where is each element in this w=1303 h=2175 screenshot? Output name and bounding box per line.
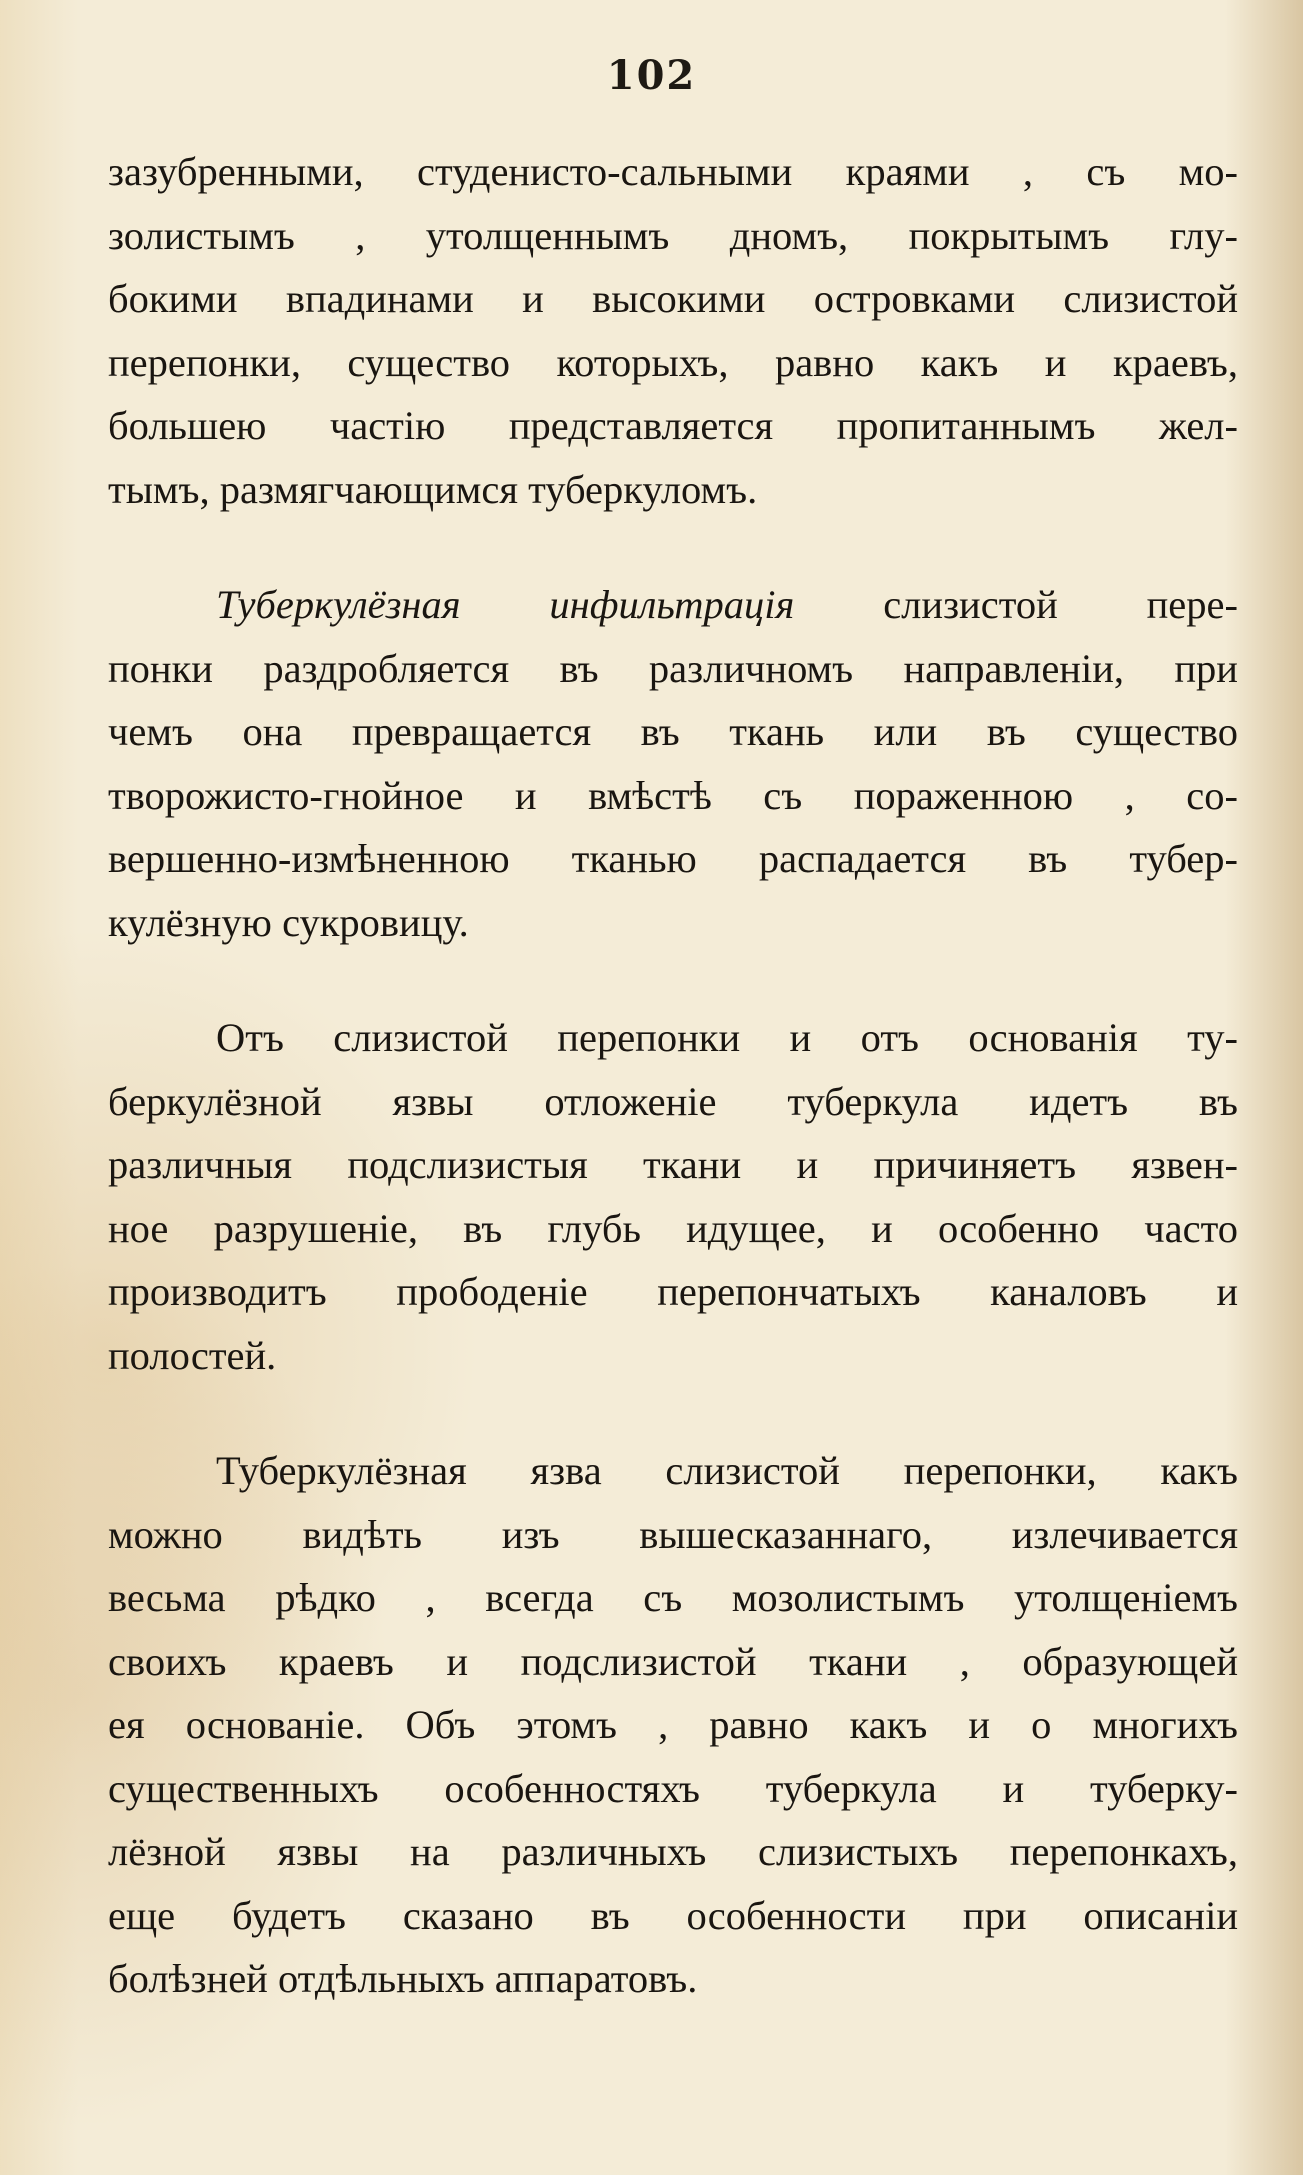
text-line: лёзной язвы на различныхъ слизистыхъ перепонкахъ, — [108, 1829, 1238, 1874]
paragraph-4 — [108, 1439, 1238, 2011]
text-line: понки раздробляется въ различномъ направленіи, при — [108, 645, 1238, 691]
text-line: Отъ слизистой перепонки и отъ основанія ту- — [216, 1015, 1238, 1060]
text-line: тымъ, размягчающимся туберкуломъ. — [108, 466, 758, 512]
text-line: чемъ она превращается въ ткань или въ существо — [108, 709, 1238, 754]
paragraph-1 — [108, 140, 1238, 521]
body-text — [108, 140, 1238, 2011]
text-line: можно видѣть изъ вышесказаннаго, излечивается — [108, 1511, 1238, 1557]
text-line — [108, 573, 1238, 637]
text-line: еще будетъ сказано въ особенности при описаніи — [108, 1892, 1238, 1938]
paragraph-3 — [108, 1006, 1238, 1387]
text-line: Туберкулёзная язва слизистой перепонки, какъ — [216, 1448, 1238, 1493]
text-line: творожисто-гнойное и вмѣстѣ съ пораженною , со- — [108, 772, 1238, 818]
italic-term: Туберкулёзная инфильтрація — [216, 582, 795, 627]
text-line: вершенно-измѣненною тканью распадается въ тубер- — [108, 836, 1238, 881]
text-line: бокими впадинами и высокими островками слизистой — [108, 276, 1238, 321]
text-line: существенныхъ особенностяхъ туберкула и туберку- — [108, 1765, 1238, 1811]
text-line: различныя подслизистыя ткани и причиняетъ язвен- — [108, 1142, 1238, 1187]
text-line: весьма рѣдко , всегда съ мозолистымъ утолщеніемъ — [108, 1575, 1238, 1620]
text-line: золистымъ , утолщеннымъ дномъ, покрытымъ глу- — [108, 212, 1238, 258]
text-line: беркулёзной язвы отложеніе туберкула идетъ въ — [108, 1078, 1238, 1124]
text-line: ея основаніе. Объ этомъ , равно какъ и о многихъ — [108, 1702, 1238, 1747]
text-line: ное разрушеніе, въ глубь идущее, и особенно часто — [108, 1205, 1238, 1251]
text-line: болѣзней отдѣльныхъ аппаратовъ. — [108, 1956, 698, 2001]
paragraph-2 — [108, 573, 1238, 954]
text-fragment: слизистой пере- — [794, 582, 1238, 627]
text-line: перепонки, существо которыхъ, равно какъ и краевъ, — [108, 339, 1238, 385]
text-line: полостей. — [108, 1332, 277, 1378]
text-line: производитъ прободеніе перепончатыхъ каналовъ и — [108, 1269, 1238, 1314]
page-number: 102 — [606, 52, 697, 99]
text-line: большею частію представляется пропитаннымъ жел- — [108, 403, 1238, 448]
text-line: кулёзную сукровицу. — [108, 899, 469, 945]
text-line: зазубренными, студенисто-сальными краями , съ мо- — [108, 149, 1238, 194]
text-line: своихъ краевъ и подслизистой ткани , образующей — [108, 1638, 1238, 1684]
